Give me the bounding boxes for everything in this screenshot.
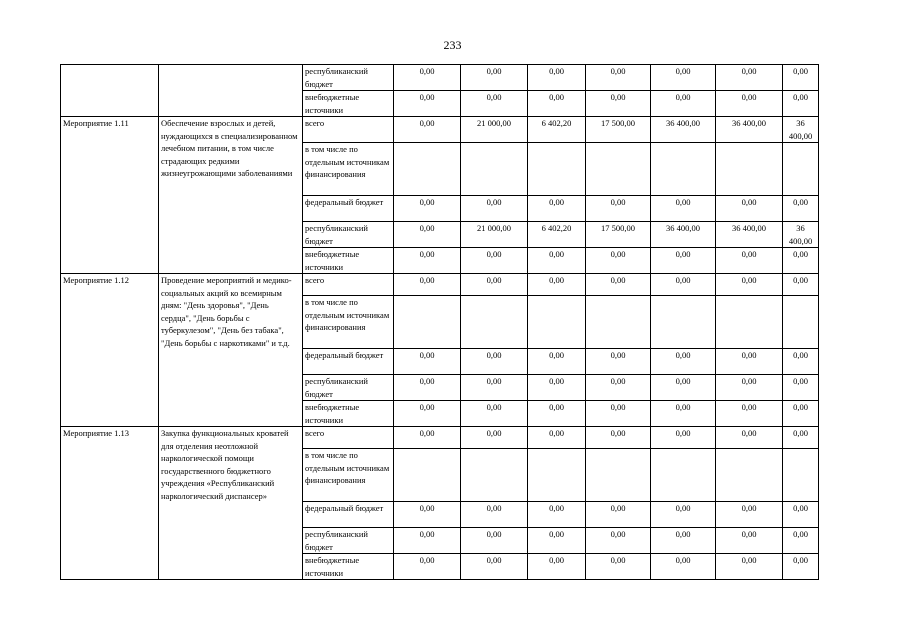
value-cell: 0,00 — [651, 401, 716, 427]
value-cell: 17 500,00 — [586, 117, 651, 143]
activity-name: Проведение мероприятий и медико-социальных акций ко всемирным дням: "День здоровья", "День сердца", "День борьбы с туберкулезом", "День без табака", "День борьбы с наркотиками" и т.д. — [159, 274, 303, 427]
value-cell — [651, 449, 716, 502]
activity-label: Мероприятие 1.11 — [61, 117, 159, 274]
value-cell: 0,00 — [783, 65, 819, 91]
value-cell: 0,00 — [394, 554, 461, 580]
source-cell: внебюджетные источники — [303, 248, 394, 274]
value-cell: 0,00 — [716, 274, 783, 296]
value-cell: 0,00 — [651, 427, 716, 449]
source-cell: в том числе по отдельным источникам финансирования — [303, 143, 394, 196]
value-cell: 0,00 — [461, 196, 528, 222]
value-cell — [651, 296, 716, 349]
activity-name: Обеспечение взрослых и детей, нуждающихся в специализированном лечебном питании, в том числе страдающих редкими жизнеугрожающими заболеваниями — [159, 117, 303, 274]
value-cell: 0,00 — [461, 528, 528, 554]
value-cell: 0,00 — [461, 91, 528, 117]
value-cell: 0,00 — [394, 222, 461, 248]
value-cell: 0,00 — [586, 65, 651, 91]
value-cell: 0,00 — [716, 196, 783, 222]
value-cell — [394, 143, 461, 196]
value-cell: 0,00 — [528, 554, 586, 580]
value-cell: 0,00 — [528, 65, 586, 91]
value-cell — [528, 449, 586, 502]
value-cell: 0,00 — [586, 91, 651, 117]
value-cell: 0,00 — [528, 502, 586, 528]
value-cell: 0,00 — [586, 196, 651, 222]
value-cell: 0,00 — [528, 274, 586, 296]
value-cell — [461, 143, 528, 196]
value-cell — [651, 143, 716, 196]
table-row — [61, 117, 819, 143]
table-row — [61, 427, 819, 449]
source-cell: всего — [303, 427, 394, 449]
value-cell — [783, 296, 819, 349]
value-cell: 0,00 — [783, 349, 819, 375]
value-cell: 0,00 — [586, 427, 651, 449]
value-cell: 21 000,00 — [461, 222, 528, 248]
value-cell: 0,00 — [651, 349, 716, 375]
value-cell: 0,00 — [651, 65, 716, 91]
value-cell — [394, 449, 461, 502]
value-cell: 0,00 — [783, 91, 819, 117]
value-cell: 0,00 — [586, 274, 651, 296]
value-cell — [783, 449, 819, 502]
value-cell: 0,00 — [716, 91, 783, 117]
value-cell: 0,00 — [783, 427, 819, 449]
value-cell: 0,00 — [528, 427, 586, 449]
value-cell: 0,00 — [394, 248, 461, 274]
value-cell: 0,00 — [394, 117, 461, 143]
value-cell: 0,00 — [586, 554, 651, 580]
value-cell: 0,00 — [461, 65, 528, 91]
value-cell: 0,00 — [394, 528, 461, 554]
source-cell: республиканский бюджет — [303, 65, 394, 91]
value-cell: 0,00 — [394, 375, 461, 401]
value-cell: 0,00 — [394, 196, 461, 222]
value-cell: 0,00 — [394, 427, 461, 449]
source-cell: внебюджетные источники — [303, 554, 394, 580]
value-cell: 0,00 — [716, 554, 783, 580]
value-cell: 0,00 — [461, 248, 528, 274]
source-cell: федеральный бюджет — [303, 502, 394, 528]
activity-label: Мероприятие 1.13 — [61, 427, 159, 580]
value-cell — [586, 449, 651, 502]
value-cell: 0,00 — [528, 248, 586, 274]
source-cell: всего — [303, 117, 394, 143]
value-cell: 0,00 — [461, 502, 528, 528]
activity-name-continued — [159, 65, 303, 117]
value-cell: 0,00 — [528, 528, 586, 554]
table-body — [61, 65, 819, 580]
value-cell: 0,00 — [586, 248, 651, 274]
value-cell: 0,00 — [528, 91, 586, 117]
value-cell: 36 400,00 — [716, 117, 783, 143]
value-cell — [394, 296, 461, 349]
page-number: 233 — [443, 38, 462, 52]
source-cell: федеральный бюджет — [303, 349, 394, 375]
value-cell — [716, 143, 783, 196]
value-cell: 0,00 — [394, 502, 461, 528]
value-cell — [461, 296, 528, 349]
table-row — [61, 274, 819, 296]
value-cell — [461, 449, 528, 502]
value-cell: 0,00 — [528, 401, 586, 427]
value-cell: 0,00 — [461, 349, 528, 375]
value-cell: 6 402,20 — [528, 117, 586, 143]
value-cell: 0,00 — [651, 375, 716, 401]
value-cell: 0,00 — [651, 502, 716, 528]
value-cell: 0,00 — [394, 274, 461, 296]
value-cell: 0,00 — [716, 375, 783, 401]
value-cell — [716, 449, 783, 502]
value-cell: 0,00 — [528, 375, 586, 401]
table-row — [61, 65, 819, 91]
value-cell: 21 000,00 — [461, 117, 528, 143]
value-cell: 0,00 — [394, 65, 461, 91]
value-cell — [716, 296, 783, 349]
value-cell: 0,00 — [783, 248, 819, 274]
value-cell — [528, 296, 586, 349]
value-cell: 0,00 — [716, 528, 783, 554]
source-cell: всего — [303, 274, 394, 296]
source-cell: федеральный бюджет — [303, 196, 394, 222]
value-cell: 0,00 — [586, 502, 651, 528]
value-cell: 0,00 — [586, 401, 651, 427]
value-cell: 0,00 — [783, 375, 819, 401]
value-cell: 36 400,00 — [783, 117, 819, 143]
value-cell: 36 400,00 — [651, 222, 716, 248]
value-cell: 0,00 — [586, 375, 651, 401]
value-cell: 0,00 — [586, 528, 651, 554]
source-cell: республиканский бюджет — [303, 222, 394, 248]
value-cell: 36 400,00 — [783, 222, 819, 248]
value-cell: 0,00 — [651, 554, 716, 580]
activity-label: Мероприятие 1.12 — [61, 274, 159, 427]
value-cell: 0,00 — [528, 196, 586, 222]
value-cell: 0,00 — [461, 427, 528, 449]
value-cell: 0,00 — [461, 401, 528, 427]
source-cell: внебюджетные источники — [303, 401, 394, 427]
value-cell: 0,00 — [783, 196, 819, 222]
value-cell: 0,00 — [783, 274, 819, 296]
value-cell: 0,00 — [783, 401, 819, 427]
value-cell: 0,00 — [716, 401, 783, 427]
value-cell: 0,00 — [716, 349, 783, 375]
value-cell: 0,00 — [528, 349, 586, 375]
value-cell: 0,00 — [783, 528, 819, 554]
value-cell: 0,00 — [586, 349, 651, 375]
value-cell: 0,00 — [783, 554, 819, 580]
value-cell: 36 400,00 — [716, 222, 783, 248]
value-cell: 0,00 — [394, 349, 461, 375]
value-cell: 17 500,00 — [586, 222, 651, 248]
value-cell: 0,00 — [783, 502, 819, 528]
value-cell — [586, 296, 651, 349]
value-cell: 0,00 — [461, 274, 528, 296]
value-cell — [783, 143, 819, 196]
value-cell: 0,00 — [716, 248, 783, 274]
value-cell: 0,00 — [394, 91, 461, 117]
value-cell: 0,00 — [651, 196, 716, 222]
source-cell: республиканский бюджет — [303, 528, 394, 554]
source-cell: в том числе по отдельным источникам финансирования — [303, 296, 394, 349]
source-cell: внебюджетные источники — [303, 91, 394, 117]
value-cell: 36 400,00 — [651, 117, 716, 143]
value-cell: 0,00 — [651, 91, 716, 117]
activity-name: Закупка функциональных кроватей для отделения неотложной наркологической помощи государственного бюджетного учреждения «Республиканский наркологический диспансер» — [159, 427, 303, 580]
value-cell: 0,00 — [461, 554, 528, 580]
source-cell: республиканский бюджет — [303, 375, 394, 401]
value-cell: 0,00 — [651, 274, 716, 296]
value-cell: 0,00 — [716, 65, 783, 91]
value-cell: 0,00 — [716, 502, 783, 528]
value-cell: 0,00 — [394, 401, 461, 427]
value-cell — [528, 143, 586, 196]
activity-cell-continued — [61, 65, 159, 117]
source-cell: в том числе по отдельным источникам финансирования — [303, 449, 394, 502]
value-cell: 0,00 — [716, 427, 783, 449]
value-cell: 0,00 — [651, 528, 716, 554]
value-cell: 0,00 — [461, 375, 528, 401]
value-cell — [586, 143, 651, 196]
value-cell: 0,00 — [651, 248, 716, 274]
budget-table — [60, 64, 819, 580]
value-cell: 6 402,20 — [528, 222, 586, 248]
